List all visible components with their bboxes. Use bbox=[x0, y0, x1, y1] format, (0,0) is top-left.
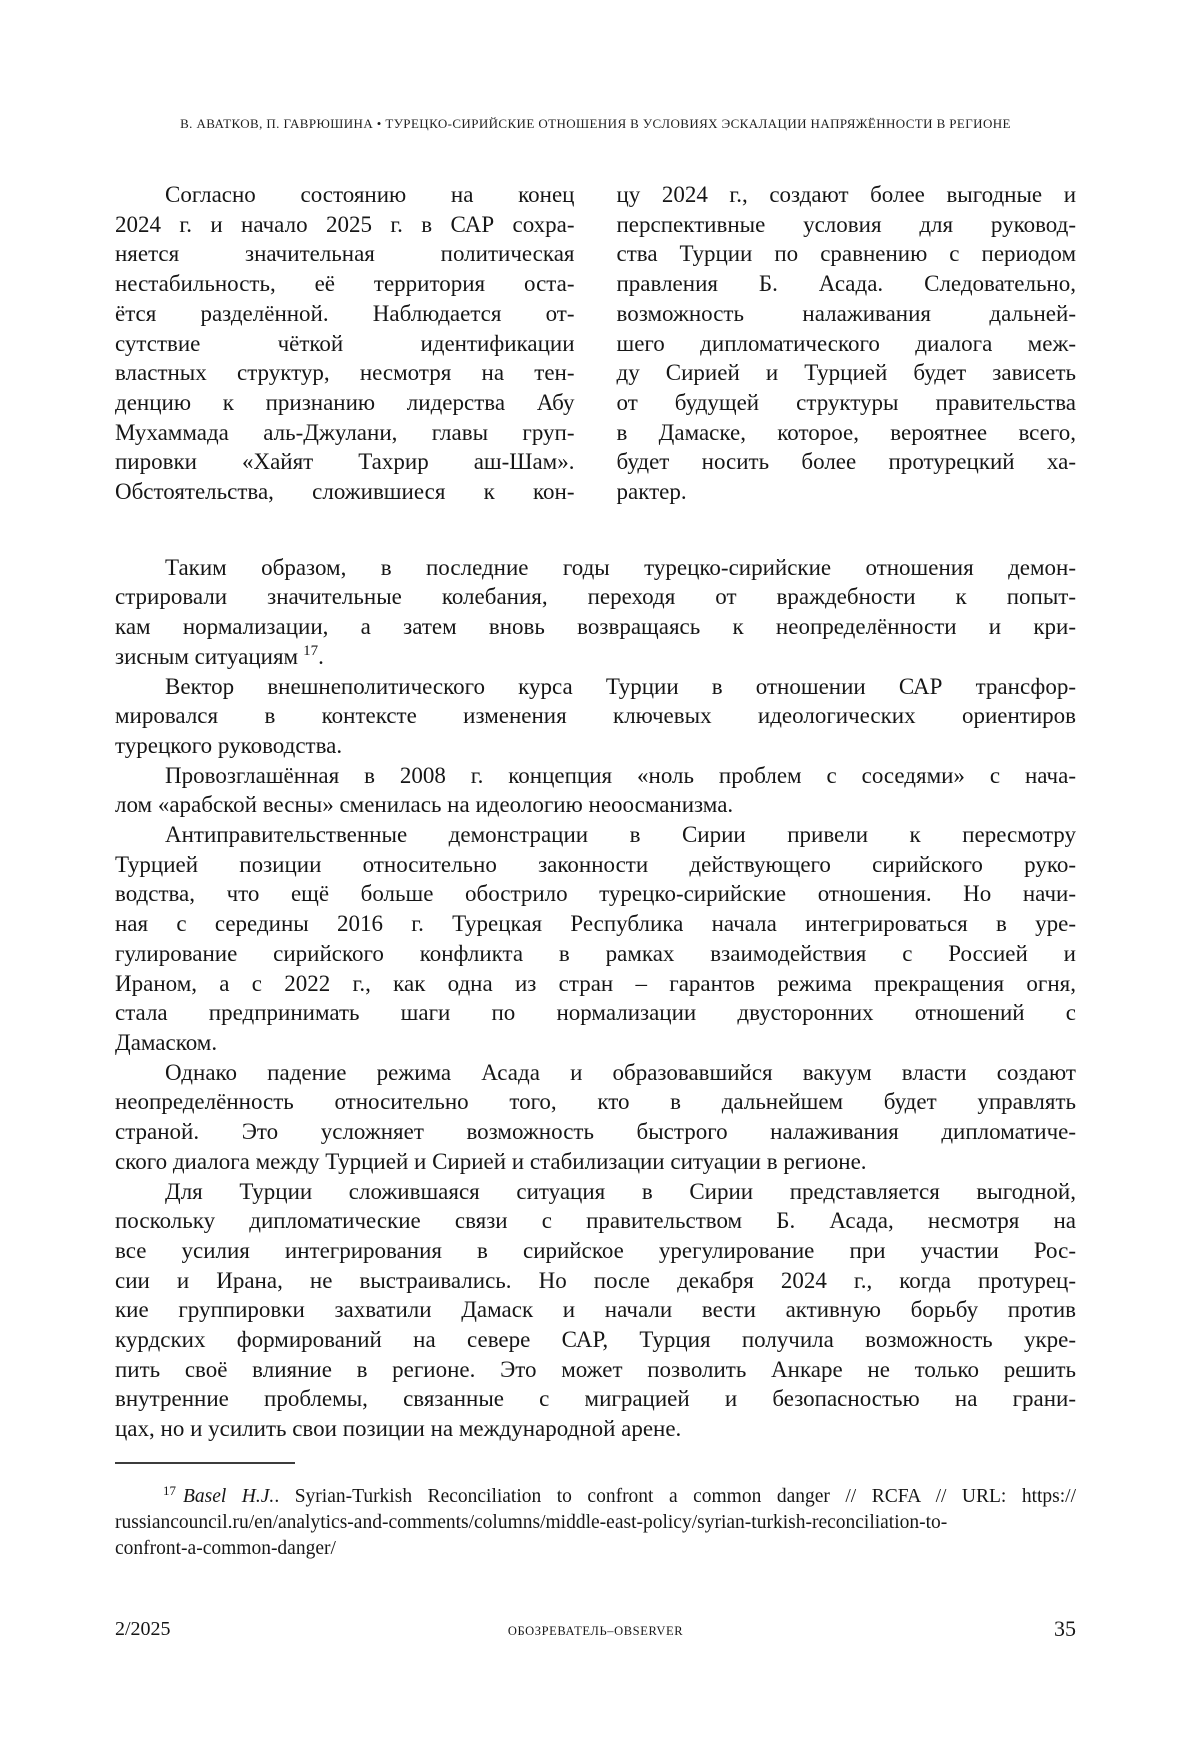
text-line: денцию к признанию лидерства Абу bbox=[115, 389, 575, 415]
text-line: будет носить более протурецкий ха- bbox=[616, 449, 1076, 475]
text-line: от будущей структуры правительства bbox=[616, 389, 1076, 415]
text-line: неопределённость относительно того, кто в дальнейшем будет управлять bbox=[115, 1089, 1076, 1115]
intro-column-right bbox=[617, 180, 1077, 507]
text-line: пить своё влияние в регионе. Это может позволить Анкаре не только решить bbox=[115, 1356, 1076, 1382]
paragraph bbox=[115, 1177, 1076, 1444]
text-line: ная с середины 2016 г. Турецкая Республика начала интегрироваться в уре- bbox=[115, 911, 1076, 937]
text-line: Ираном, а с 2022 г., как одна из стран – гарантов режима прекращения огня, bbox=[115, 970, 1076, 996]
running-head: В. АВАТКОВ, П. ГАВРЮШИНА • ТУРЕЦКО-СИРИЙСКИЕ ОТНОШЕНИЯ В УСЛОВИЯХ ЭСКАЛАЦИИ НАПРЯЖЁННОСТИ В РЕГИОНЕ bbox=[180, 116, 1011, 131]
issue-number: 2/2025 bbox=[115, 1618, 171, 1640]
page-footer bbox=[115, 1616, 1076, 1646]
text-line: Провозглашённая в 2008 г. концепция «ноль проблем с соседями» с нача- bbox=[165, 762, 1076, 788]
paragraph bbox=[115, 820, 1076, 1058]
footnote-line bbox=[115, 1484, 1076, 1510]
text-line: Согласно состоянию на конец bbox=[165, 182, 575, 207]
text-line: рактер. bbox=[616, 479, 687, 505]
text-line: курдских формирований на севере САР, Турция получила возможность укре- bbox=[115, 1327, 1076, 1353]
footnote-marker: 17 bbox=[163, 1482, 176, 1498]
paragraph bbox=[115, 553, 1076, 672]
text-line: Обстоятельства, сложившиеся к кон- bbox=[115, 479, 575, 505]
text-line: лом «арабской весны» сменилась на идеологию неоосманизма. bbox=[115, 792, 734, 818]
paragraph bbox=[115, 672, 1076, 761]
paragraph bbox=[115, 1058, 1076, 1177]
text-line: гулирование сирийского конфликта в рамках взаимодействия с Россией и bbox=[115, 940, 1076, 966]
text-fragment: Syrian-Turkish Reconciliation to confront a common danger // RCFA // URL: https:// bbox=[294, 1485, 1077, 1507]
text-line: водства, что ещё больше обострило турецко-сирийские отношения. Но начи- bbox=[115, 881, 1076, 907]
text-line: Однако падение режима Асада и образовавшийся вакуум власти создают bbox=[165, 1059, 1076, 1085]
footnote bbox=[115, 1484, 1076, 1562]
text-fragment: . bbox=[318, 643, 324, 669]
text-line: пировки «Хайят Тахрир аш-Шам». bbox=[115, 449, 575, 475]
text-line: кам нормализации, а затем вновь возвращаясь к неопределённости и кри- bbox=[115, 614, 1076, 640]
text-line: все усилия интегрирования в сирийское урегулирование при участии Рос- bbox=[115, 1237, 1076, 1263]
footnote-line: russiancouncil.ru/en/analytics-and-comments/columns/middle-east-policy/syrian-turkish-reconciliation-to- bbox=[115, 1511, 948, 1533]
text-line bbox=[115, 642, 1076, 672]
text-line: цу 2024 г., создают более выгодные и bbox=[616, 182, 1076, 207]
text-line: Вектор внешнеполитического курса Турции в отношении САР трансфор- bbox=[165, 673, 1076, 699]
text-line: Антиправительственные демонстрации в Сирии привели к пересмотру bbox=[165, 822, 1076, 848]
text-line: Турцией позиции относительно законности действующего сирийского руко- bbox=[115, 851, 1076, 877]
text-line: кие группировки захватили Дамаск и начали вести активную борьбу против bbox=[115, 1297, 1076, 1323]
text-line: страной. Это усложняет возможность быстрого налаживания дипломатиче- bbox=[115, 1119, 1076, 1145]
text-line: стала предпринимать шаги по нормализации двусторонних отношений с bbox=[115, 1000, 1076, 1026]
text-line: стрировали значительные колебания, переходя от враждебности к попыт- bbox=[115, 584, 1076, 610]
text-line: правления Б. Асада. Следовательно, bbox=[616, 271, 1076, 297]
text-line: ётся разделённой. Наблюдается от- bbox=[115, 300, 575, 326]
text-line: турецкого руководства. bbox=[115, 732, 343, 758]
text-line: 2024 г. и начало 2025 г. в САР сохра- bbox=[115, 211, 575, 237]
text-line: сутствие чёткой идентификации bbox=[115, 330, 575, 356]
footnote-line: confront-a-common-danger/ bbox=[115, 1537, 336, 1559]
intro-column-left bbox=[115, 180, 575, 507]
text-line: перспективные условия для руковод- bbox=[616, 211, 1076, 237]
footnote-reference: 17 bbox=[303, 642, 319, 659]
text-line: сии и Ирана, не выстраивались. Но после декабря 2024 г., когда протурец- bbox=[115, 1267, 1076, 1293]
text-line: властных структур, несмотря на тен- bbox=[115, 360, 575, 386]
body-text-block bbox=[115, 553, 1076, 1444]
text-fragment: . bbox=[274, 1485, 295, 1507]
text-line: нестабильность, её территория оста- bbox=[115, 271, 575, 297]
text-line: Мухаммада аль-Джулани, главы груп- bbox=[115, 419, 575, 445]
text-line: Таким образом, в последние годы турецко-сирийские отношения демон- bbox=[165, 554, 1076, 580]
text-line: ского диалога между Турцией и Сирией и стабилизации ситуации в регионе. bbox=[115, 1148, 867, 1174]
text-line: няется значительная политическая bbox=[115, 241, 575, 267]
paragraph bbox=[115, 761, 1076, 820]
text-line: мировался в контексте изменения ключевых идеологических ориентиров bbox=[115, 703, 1076, 729]
text-line: Дамаском. bbox=[115, 1029, 218, 1055]
text-line: Для Турции сложившаяся ситуация в Сирии представляется выгодной, bbox=[165, 1178, 1076, 1204]
footnote-rule bbox=[115, 1462, 295, 1464]
text-line: ства Турции по сравнению с периодом bbox=[616, 241, 1076, 267]
journal-name: ОБОЗРЕВАТЕЛЬ–OBSERVER bbox=[507, 1624, 684, 1638]
text-line: внутренние проблемы, связанные с миграцией и безопасностью на грани- bbox=[115, 1386, 1076, 1412]
footnote-author: Basel H.J. bbox=[183, 1485, 275, 1507]
text-line: ду Сирией и Турцией будет зависеть bbox=[616, 360, 1076, 386]
text-line: цах, но и усилить свои позиции на международной арене. bbox=[115, 1416, 682, 1442]
text-line: в Дамаске, которое, вероятнее всего, bbox=[616, 419, 1076, 445]
intro-two-column-block bbox=[115, 180, 1076, 507]
text-fragment: зисным ситуациям bbox=[115, 643, 299, 669]
text-line: возможность налаживания дальней- bbox=[616, 300, 1076, 326]
text-line: поскольку дипломатические связи с правительством Б. Асада, несмотря на bbox=[115, 1208, 1076, 1234]
text-line: шего дипломатического диалога меж- bbox=[616, 330, 1076, 356]
page-number: 35 bbox=[1054, 1616, 1076, 1641]
